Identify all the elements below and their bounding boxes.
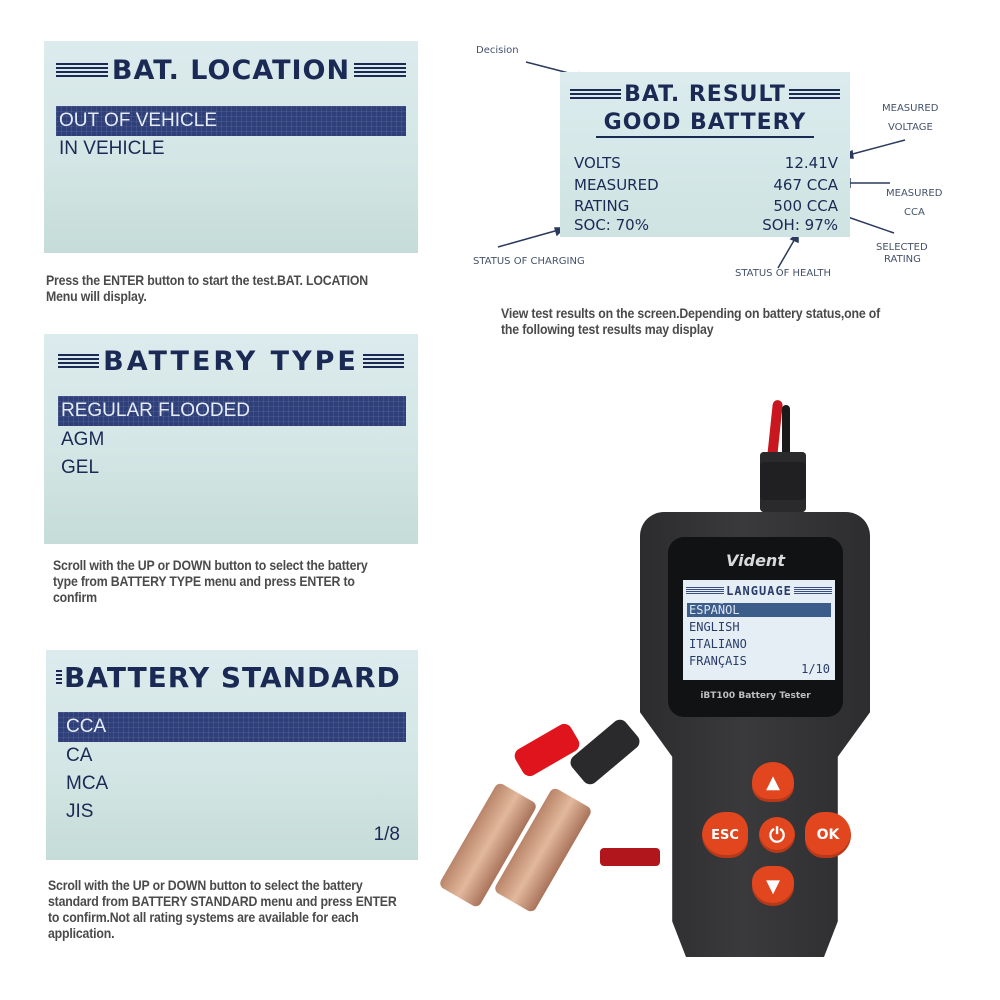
- battery-standard-screen: [46, 650, 418, 860]
- row-value: SOH: 97%: [762, 216, 838, 234]
- row-value: 467 CCA: [773, 176, 838, 194]
- page-indicator: 1/8: [373, 824, 400, 845]
- menu-item-in-vehicle[interactable]: IN VEHICLE: [59, 138, 165, 159]
- title-text: BATTERY STANDARD: [64, 660, 401, 694]
- ok-button[interactable]: OK: [805, 812, 851, 858]
- anno-status-of-charging: STATUS OF CHARGING: [473, 256, 585, 267]
- row-value: 12.41V: [784, 154, 838, 172]
- battery-standard-title: [46, 658, 418, 696]
- result-row-soc-soh: [560, 216, 850, 237]
- lang-item-espanol[interactable]: ESPAÑOL: [687, 603, 831, 617]
- device-brand-logo: Vident: [726, 551, 785, 570]
- title-bars-left-icon: [686, 587, 724, 595]
- row-label: SOC: 70%: [574, 216, 649, 234]
- title-bars-right-icon: [794, 587, 832, 595]
- row-value: 500 CCA: [773, 197, 838, 215]
- title-bars-left-icon: [570, 89, 621, 100]
- bat-result-screen: [560, 72, 850, 237]
- anno-measured-voltage-2: VOLTAGE: [888, 122, 933, 133]
- title-text: BATTERY TYPE: [103, 345, 359, 377]
- device-lcd-screen: [683, 580, 835, 680]
- row-label: VOLTS: [574, 154, 621, 172]
- lang-item-english[interactable]: ENGLISH: [689, 620, 740, 634]
- cable-strain-relief: [760, 452, 806, 512]
- row-label: MEASURED: [574, 176, 659, 194]
- result-row-volts: [560, 154, 850, 176]
- battery-standard-caption: Scroll with the UP or DOWN button to select the battery standard from BATTERY STANDARD menu and press ENTER to confirm.Not all rating systems are available for each application.: [48, 877, 397, 941]
- menu-item-ca[interactable]: CA: [66, 745, 93, 766]
- battery-type-title: [44, 344, 418, 378]
- title-bars-left-icon: [56, 63, 108, 77]
- esc-button[interactable]: ESC: [702, 812, 748, 858]
- menu-item-agm[interactable]: AGM: [61, 429, 105, 450]
- bat-result-title: [560, 80, 850, 108]
- lang-item-italiano[interactable]: ITALIANO: [689, 637, 747, 651]
- cable-to-clamps: [600, 848, 660, 866]
- menu-item-regular-flooded[interactable]: REGULAR FLOODED: [58, 396, 406, 426]
- anno-measured-cca: MEASURED: [886, 188, 943, 199]
- clamp-red-handle: [512, 721, 582, 779]
- bat-location-title: [44, 53, 418, 87]
- down-button[interactable]: ▼: [752, 866, 794, 906]
- lang-item-francais[interactable]: FRANÇAIS: [689, 654, 747, 668]
- clamp-black-handle: [567, 716, 642, 787]
- anno-measured-cca-2: CCA: [904, 207, 925, 218]
- title-bars-right-icon: [354, 63, 406, 77]
- power-button[interactable]: ⏻: [759, 817, 795, 853]
- anno-selected-rating-2: RATING: [884, 254, 921, 265]
- menu-item-mca[interactable]: MCA: [66, 773, 109, 794]
- title-bars-left-icon: [56, 670, 62, 684]
- row-label: RATING: [574, 197, 630, 215]
- title-bars-right-icon: [789, 89, 840, 100]
- battery-type-screen: [44, 334, 418, 544]
- menu-item-gel[interactable]: GEL: [61, 457, 100, 478]
- bat-location-caption: Press the ENTER button to start the test.BAT. LOCATION Menu will display.: [46, 272, 369, 304]
- title-bars-left-icon: [58, 354, 99, 368]
- decision-text: GOOD BATTERY: [596, 110, 814, 138]
- anno-status-of-health: STATUS OF HEALTH: [735, 268, 832, 279]
- menu-item-cca[interactable]: CCA: [58, 712, 406, 742]
- bat-result-caption: View test results on the screen.Depending on battery status,one of the following test results may display: [501, 305, 881, 337]
- anno-measured-voltage: MEASURED: [882, 103, 939, 114]
- device-page-indicator: 1/10: [801, 662, 830, 676]
- menu-item-jis[interactable]: JIS: [66, 801, 94, 822]
- title-text: BAT. RESULT: [624, 81, 786, 107]
- bat-location-screen: [44, 41, 418, 253]
- anno-selected-rating: SELECTED: [876, 242, 928, 253]
- anno-decision: Decision: [476, 45, 519, 56]
- battery-type-caption: Scroll with the UP or DOWN button to select the battery type from BATTERY TYPE menu and press ENTER to confirm: [53, 557, 368, 605]
- device-model-label: iBT100 Battery Tester: [700, 691, 811, 701]
- title-text: LANGUAGE: [726, 584, 792, 598]
- title-text: BAT. LOCATION: [111, 54, 351, 86]
- device-lcd-title: [683, 584, 835, 598]
- up-button[interactable]: ▲: [752, 762, 794, 802]
- result-row-measured: [560, 176, 850, 198]
- title-bars-right-icon: [363, 354, 404, 368]
- menu-item-out-of-vehicle[interactable]: OUT OF VEHICLE: [56, 106, 406, 136]
